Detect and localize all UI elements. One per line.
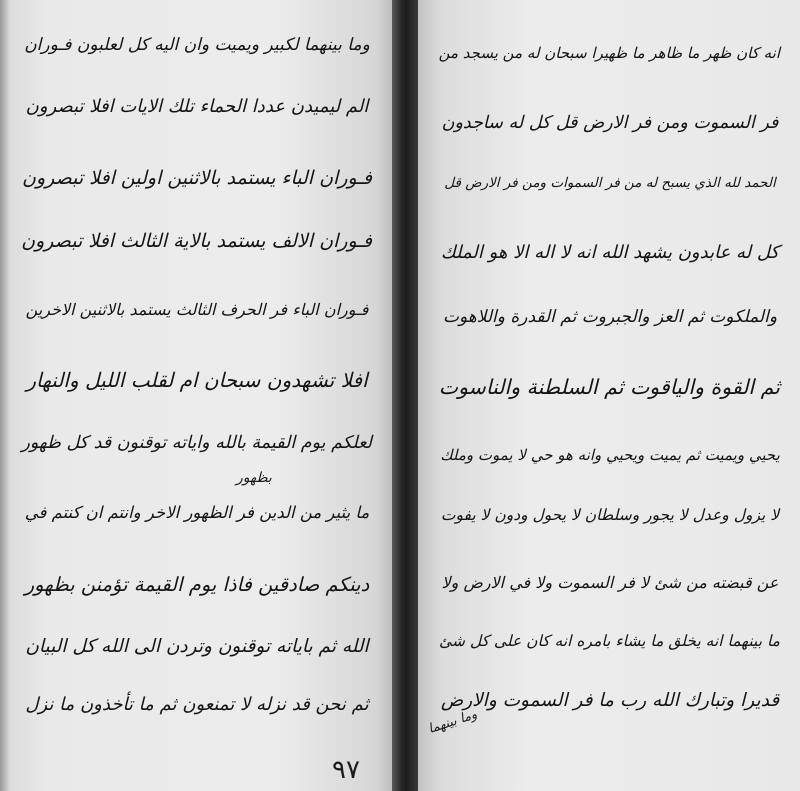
text-line: يحيي ويميت ثم يميت ويحيي وانه هو حي لا يموت وملك bbox=[440, 446, 780, 464]
left-page bbox=[0, 0, 392, 791]
interlinear-note: بظهور bbox=[236, 470, 272, 486]
text-line: لا يزول وعدل لا يجور وسلطان لا يحول ودون لا يفوت bbox=[440, 506, 780, 524]
text-line: الله ثم باياته توقنون وتردن الى الله كل البيان bbox=[25, 636, 369, 657]
text-line: فـوران الالف يستمد بالاية الثالث افلا تبصرون bbox=[21, 230, 372, 252]
text-line: دينكم صادقين فاذا يوم القيمة تؤمنن بظهور bbox=[24, 573, 370, 596]
text-line: لعلكم يوم القيمة بالله واياته توقنون قد كل ظهور bbox=[21, 433, 372, 453]
text-line: والملكوت ثم العز والجبروت ثم القدرة واللاهوت bbox=[442, 307, 778, 327]
text-line: انه كان ظهر ما ظاهر ما ظهيرا سبحان له من يسجد من bbox=[438, 44, 780, 62]
text-line: فر السموت ومن فر الارض قل كل له ساجدون bbox=[441, 113, 779, 133]
text-line: ما يثير من الدين فر الظهور الاخر وانتم ان كنتم في bbox=[24, 503, 370, 522]
text-line: فـوران الباء فر الحرف الثالث يستمد بالاثنين الاخرين bbox=[25, 300, 369, 319]
book-gutter bbox=[392, 0, 418, 791]
text-line: ثم نحن قد نزله لا تمنعون ثم ما تأخذون ما نزل bbox=[25, 694, 369, 715]
text-line: الحمد لله الذي يسبح له من فر السموات ومن فر الارض قل bbox=[444, 175, 776, 191]
catchword: وما بينهما bbox=[426, 707, 479, 737]
text-line: ثم القوة والياقوت ثم السلطنة والناسوت bbox=[438, 375, 780, 399]
page-edge-shadow bbox=[0, 0, 10, 791]
text-line: عن قبضته من شئ لا فر السموت ولا في الارض ولا bbox=[441, 573, 779, 592]
right-page bbox=[418, 0, 800, 791]
text-line: فـوران الباء يستمد بالاثنين اولين افلا تبصرون bbox=[22, 167, 372, 189]
page-number: ٩٧ bbox=[332, 755, 360, 785]
text-line: افلا تشهدون سبحان ام لقلب الليل والنهار bbox=[26, 368, 368, 392]
text-line: قديرا وتبارك الله رب ما فر السموت والارض bbox=[440, 690, 780, 711]
text-line: وما بينهما لكبير ويميت وان اليه كل لعلبون فـوران bbox=[24, 35, 370, 55]
text-line: الم ليميدن عددا الحماء تلك الايات افلا تبصرون bbox=[25, 96, 369, 117]
text-line: كل له عابدون يشهد الله انه لا اله الا هو الملك bbox=[440, 242, 780, 263]
text-line: ما بينهما انه يخلق ما يشاء بامره انه كان على كل شئ bbox=[439, 632, 780, 650]
